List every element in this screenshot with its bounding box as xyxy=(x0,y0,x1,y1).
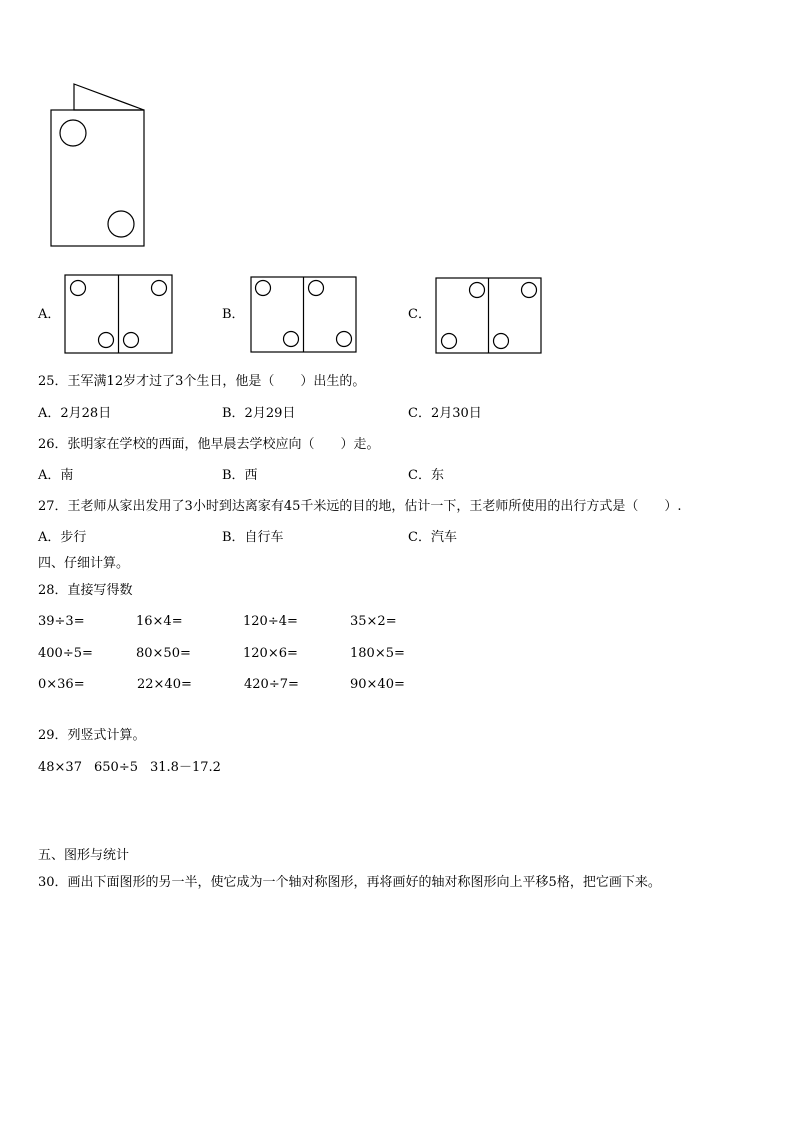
calc-item: 420÷7= xyxy=(244,677,299,692)
option-c-figure[interactable] xyxy=(0,0,560,360)
q26-stem: 26．张明家在学校的西面，他早晨去学校应向（ ）走。 xyxy=(38,437,380,452)
q25-option-a[interactable]: A．2月28日 xyxy=(38,406,112,421)
q26-option-a[interactable]: A．南 xyxy=(38,468,74,483)
q27-option-a[interactable]: A．步行 xyxy=(38,530,87,545)
q28-stem: 28．直接写得数 xyxy=(38,583,133,598)
option-a-label[interactable]: A． xyxy=(38,307,61,322)
calc-item: 120×6= xyxy=(243,646,298,661)
calc-item: 400÷5= xyxy=(38,646,93,661)
q29-stem: 29．列竖式计算。 xyxy=(38,728,146,743)
option-b-label[interactable]: B． xyxy=(222,307,245,322)
q25-option-b[interactable]: B．2月29日 xyxy=(222,406,296,421)
q27-option-c[interactable]: C．汽车 xyxy=(408,530,457,545)
calc-item: 80×50= xyxy=(136,646,191,661)
q27-stem: 27．王老师从家出发用了3小时到达离家有45千米远的目的地，估计一下，王老师所使用的出行方式是（ ）. xyxy=(38,499,682,514)
calc-item: 35×2= xyxy=(350,614,397,629)
calc-item: 22×40= xyxy=(137,677,192,692)
q26-option-b[interactable]: B．西 xyxy=(222,468,258,483)
calc-item: 120÷4= xyxy=(243,614,298,629)
section-5-title: 五、图形与统计 xyxy=(38,848,130,863)
vertical-calc-item: 650÷5 xyxy=(94,760,138,775)
option-c-label[interactable]: C． xyxy=(408,307,431,322)
q27-option-b[interactable]: B．自行车 xyxy=(222,530,284,545)
calc-item: 90×40= xyxy=(350,677,405,692)
section-4-title: 四、仔细计算。 xyxy=(38,556,130,571)
calc-item: 0×36= xyxy=(38,677,85,692)
vertical-calc-item: 31.8－17.2 xyxy=(150,760,221,775)
q25-option-c[interactable]: C．2月30日 xyxy=(408,406,482,421)
q25-stem: 25．王军满12岁才过了3个生日，他是（ ）出生的。 xyxy=(38,374,366,389)
vertical-calc-item: 48×37 xyxy=(38,760,82,775)
q26-option-c[interactable]: C．东 xyxy=(408,468,444,483)
calc-item: 180×5= xyxy=(350,646,405,661)
calc-item: 39÷3= xyxy=(38,614,85,629)
calc-item: 16×4= xyxy=(136,614,183,629)
q30-stem: 30．画出下面图形的另一半，使它成为一个轴对称图形，再将画好的轴对称图形向上平移5格，把它画下来。 xyxy=(38,875,661,890)
